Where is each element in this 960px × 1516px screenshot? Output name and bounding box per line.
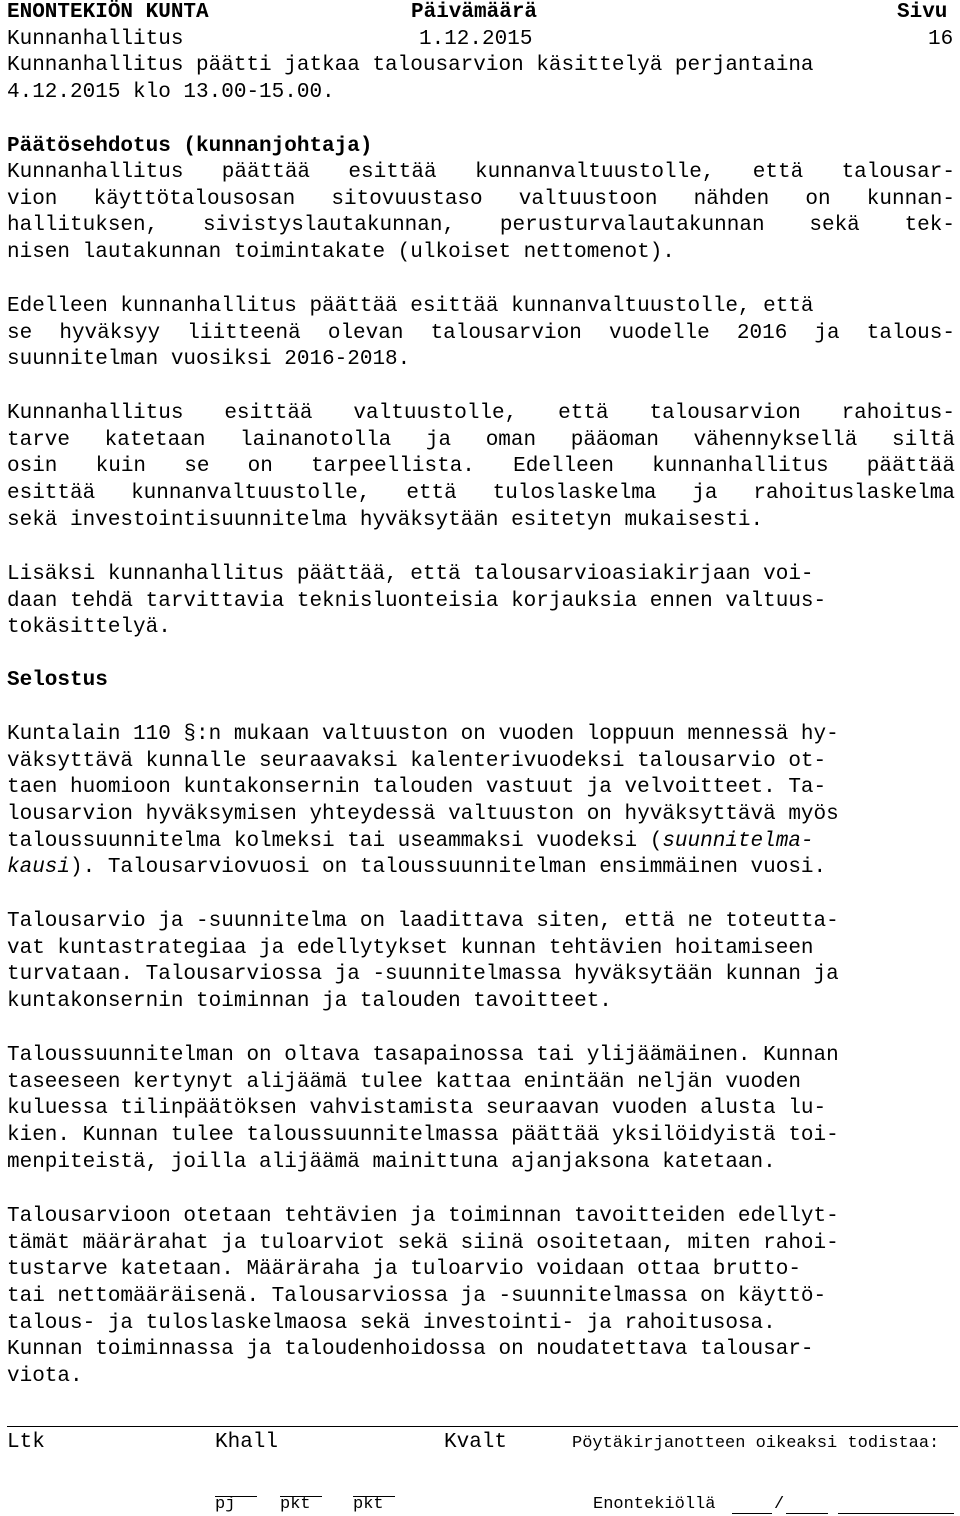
footer-place: Enontekiöllä	[593, 1495, 716, 1514]
meeting-date: 1.12.2015	[419, 28, 533, 51]
text-line: Kunnanhallitus päättää esittää kunnanvaltuustolle, että talousar-	[7, 161, 955, 184]
text-line: hallituksen, sivistyslautakunnan, perusturvalautakunnan sekä tek-	[7, 214, 955, 238]
text-line: Talousarvioon otetaan tehtävien ja toiminnan tavoitteiden edellyt-	[7, 1205, 839, 1228]
text-line: se hyväksyy liitteenä olevan talousarvion vuodelle 2016 ja talous-	[7, 321, 955, 345]
text-line	[7, 855, 955, 882]
date-day-blank	[732, 1497, 772, 1514]
text-line: kien. Kunnan tulee taloussuunnitelmassa päättää yksilöidyistä toi-	[7, 1124, 839, 1148]
text-line: tarve katetaan lainanotolla ja oman pääoman vähennyksellä siltä	[7, 428, 955, 452]
statement-paragraph-3	[7, 1043, 955, 1176]
statement-heading: Selostus	[7, 669, 108, 692]
text-line: Kuntalain 110 §:n mukaan valtuuston on vuoden loppuun mennessä hy-	[7, 723, 839, 746]
footer-ltk: Ltk	[7, 1431, 45, 1454]
text-line: lousarvion hyväksymisen yhteydessä valtuuston on hyväksyttävä myös	[7, 803, 839, 827]
text-line	[7, 829, 955, 856]
meeting-body: Kunnanhallitus	[7, 28, 184, 51]
text-line: tämät määrärahat ja tuloarviot sekä siinä osoitetaan, miten rahoi-	[7, 1231, 839, 1255]
signature-blank	[838, 1497, 954, 1514]
date-label: Päivämäärä	[411, 1, 538, 24]
footer-pkt-2: pkt	[353, 1495, 384, 1514]
text-line: vion käyttötalousosan sitovuustaso valtuustoon nähden on kunnan-	[7, 187, 955, 211]
text-fragment: ). Talousarviovuosi on taloussuunnitelman ensimmäinen vuosi.	[70, 856, 827, 880]
italic-term: kausi	[7, 856, 71, 880]
footer-divider	[7, 1426, 958, 1427]
text-line: kuluessa tilinpäätöksen vahvistamista seuraavan vuoden alusta lu-	[7, 1097, 827, 1121]
text-line: tokäsittelyä.	[7, 616, 171, 640]
text-line: sekä investointisuunnitelma hyväksytään esitetyn mukaisesti.	[7, 508, 764, 532]
footer-certify: Pöytäkirjanotteen oikeaksi todistaa:	[572, 1434, 940, 1453]
text-line: menpiteistä, joilla alijäämä mainittuna ajanjaksona katetaan.	[7, 1150, 776, 1174]
text-line: nisen lautakunnan toimintakate (ulkoiset nettomenot).	[7, 241, 675, 265]
text-line: Kunnanhallitus esittää valtuustolle, että talousarvion rahoitus-	[7, 402, 955, 425]
footer-pj: pj	[215, 1495, 236, 1514]
text-line: esittää kunnanvaltuustolle, että tuloslaskelma ja rahoituslaskelma	[7, 482, 955, 506]
proposal-paragraph-1	[7, 160, 955, 267]
text-line: tustarve katetaan. Määräraha ja tuloarvio voidaan ottaa brutto-	[7, 1258, 801, 1282]
text-line: Talousarvio ja -suunnitelma on laadittava siten, että ne toteutta-	[7, 910, 839, 933]
text-line: taen huomioon kuntakonsernin talouden vastuut ja velvoitteet. Ta-	[7, 776, 827, 800]
text-line: 4.12.2015 klo 13.00-15.00.	[7, 80, 335, 104]
date-month-blank	[786, 1497, 828, 1514]
text-line: vat kuntastrategiaa ja edellytykset kunnan tehtävien hoitamiseen	[7, 936, 814, 960]
text-line: Kunnanhallitus päätti jatkaa talousarvion käsittelyä perjantaina	[7, 54, 814, 77]
proposal-paragraph-2	[7, 294, 955, 374]
text-line: taseeseen kertynyt alijäämä tulee kattaa enintään neljän vuoden	[7, 1070, 801, 1094]
text-line: turvataan. Talousarviossa ja -suunnitelmassa hyväksytään kunnan ja	[7, 963, 839, 987]
footer-pkt: pkt	[280, 1495, 311, 1514]
text-line: Lisäksi kunnanhallitus päättää, että talousarvioasiakirjaan voi-	[7, 563, 814, 586]
italic-term: suunnitelma-	[662, 829, 814, 853]
text-line: talous- ja tuloslaskelmaosa sekä investointi- ja rahoitusosa.	[7, 1311, 776, 1335]
text-line: väksyttävä kunnalle seuraavaksi kalenterivuodeksi talousarvio ot-	[7, 749, 827, 773]
text-line: Kunnan toiminnassa ja taloudenhoidossa on noudatettava talousar-	[7, 1338, 814, 1362]
text-line: daan tehdä tarvittavia teknisluonteisia korjauksia ennen valtuus-	[7, 589, 827, 613]
municipality-name: ENONTEKIÖN KUNTA	[7, 1, 209, 24]
statement-paragraph-1	[7, 722, 955, 882]
statement-paragraph-4	[7, 1204, 955, 1391]
text-line: suunnitelman vuosiksi 2016-2018.	[7, 348, 411, 372]
footer-kvalt: Kvalt	[444, 1431, 508, 1454]
proposal-heading: Päätösehdotus (kunnanjohtaja)	[7, 135, 373, 158]
statement-paragraph-2	[7, 909, 955, 1016]
text-line: Taloussuunnitelman on oltava tasapainossa tai ylijäämäinen. Kunnan	[7, 1044, 839, 1067]
text-line: viota.	[7, 1365, 83, 1389]
text-line: osin kuin se on tarpeellista. Edelleen kunnanhallitus päättää	[7, 455, 955, 479]
proposal-paragraph-3	[7, 401, 955, 534]
footer-slash: /	[774, 1495, 785, 1514]
page-number: 16	[928, 28, 954, 51]
proposal-paragraph-4	[7, 562, 955, 642]
text-line: Edelleen kunnanhallitus päättää esittää kunnanvaltuustolle, että	[7, 295, 814, 318]
intro-paragraph	[7, 53, 955, 106]
footer-khall: Khall	[215, 1431, 279, 1454]
text-line: kuntakonsernin toiminnan ja talouden tavoitteet.	[7, 990, 612, 1014]
page-label: Sivu	[897, 1, 948, 24]
text-fragment: taloussuunnitelma kolmeksi tai useammaksi vuodeksi (	[7, 829, 663, 853]
text-line: tai nettomääräisenä. Talousarviossa ja -suunnitelmassa on käyttö-	[7, 1285, 827, 1309]
